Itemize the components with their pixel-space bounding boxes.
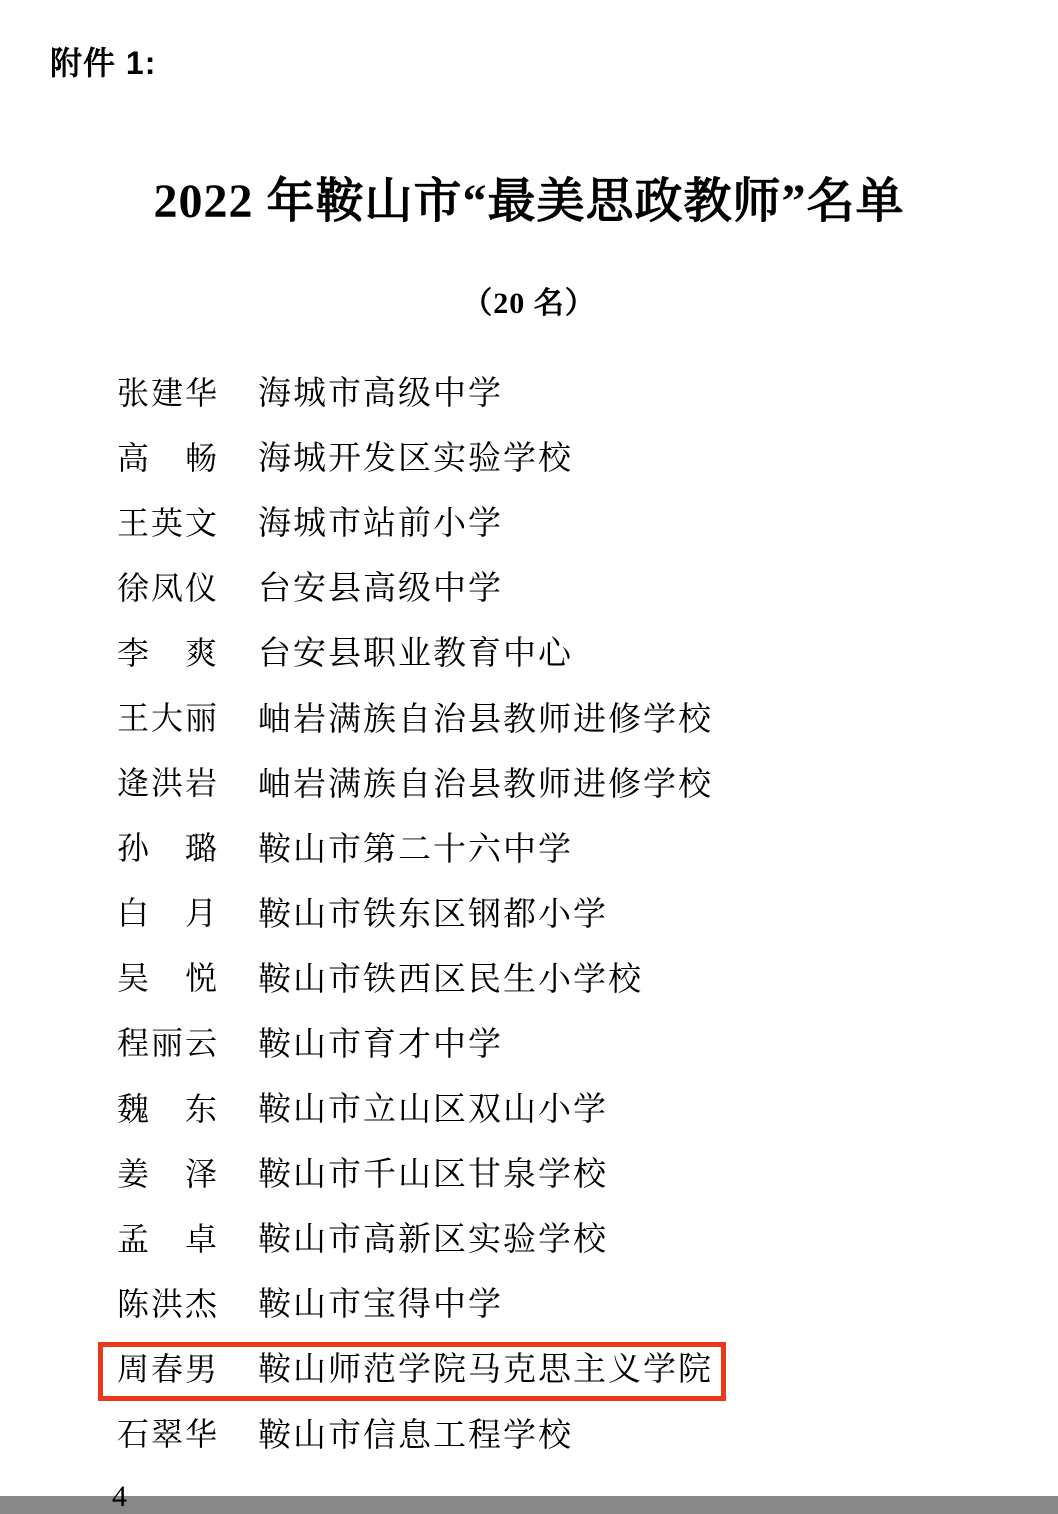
list-item xyxy=(0,1334,1058,1399)
teacher-name: 孟卓 xyxy=(117,1220,217,1257)
school-name: 鞍山市铁东区钢都小学 xyxy=(258,896,608,933)
teacher-name: 徐凤仪 xyxy=(117,569,217,606)
teacher-name: 魏东 xyxy=(117,1090,217,1127)
teacher-name: 孙璐 xyxy=(117,830,217,867)
teacher-name: 周春男 xyxy=(117,1350,217,1387)
school-name: 鞍山市立山区双山小学 xyxy=(258,1092,608,1129)
school-name: 海城市站前小学 xyxy=(258,506,503,543)
teacher-name: 吴悦 xyxy=(117,960,217,997)
teacher-name: 程丽云 xyxy=(117,1025,217,1062)
list-item xyxy=(0,1074,1058,1139)
teacher-name: 石翠华 xyxy=(117,1416,217,1453)
list-item xyxy=(0,488,1058,553)
school-name: 海城开发区实验学校 xyxy=(258,441,573,478)
teacher-name: 王大丽 xyxy=(117,700,217,737)
school-name: 台安县高级中学 xyxy=(258,571,503,608)
school-name: 台安县职业教育中心 xyxy=(258,636,573,673)
list-item xyxy=(0,423,1058,488)
school-name: 鞍山师范学院马克思主义学院 xyxy=(258,1352,713,1389)
school-name: 鞍山市高新区实验学校 xyxy=(258,1222,608,1259)
teacher-name: 张建华 xyxy=(117,374,217,411)
school-name: 鞍山市千山区甘泉学校 xyxy=(258,1157,608,1194)
school-name: 鞍山市信息工程学校 xyxy=(258,1417,573,1454)
school-name: 海城市高级中学 xyxy=(258,376,503,413)
list-item xyxy=(0,879,1058,944)
list-item xyxy=(0,749,1058,814)
teacher-name: 逄洪岩 xyxy=(117,765,217,802)
list-item xyxy=(0,618,1058,683)
list-item xyxy=(0,1139,1058,1204)
teacher-name: 高畅 xyxy=(117,439,217,476)
list-item xyxy=(0,814,1058,879)
teacher-name: 王英文 xyxy=(117,504,217,541)
list-item xyxy=(0,1204,1058,1269)
list-item xyxy=(0,358,1058,423)
list-item xyxy=(0,683,1058,748)
school-name: 鞍山市育才中学 xyxy=(258,1026,503,1063)
school-name: 鞍山市第二十六中学 xyxy=(258,831,573,868)
roster xyxy=(0,358,1058,1465)
teacher-name: 白月 xyxy=(117,895,217,932)
teacher-name: 姜泽 xyxy=(117,1155,217,1192)
school-name: 岫岩满族自治县教师进修学校 xyxy=(258,766,713,803)
page-title: 2022 年鞍山市“最美思政教师”名单 xyxy=(153,175,905,228)
list-item xyxy=(0,1400,1058,1465)
school-name: 鞍山市铁西区民生小学校 xyxy=(258,961,643,998)
school-name: 鞍山市宝得中学 xyxy=(258,1287,503,1324)
attachment-label: 附件 1: xyxy=(50,45,157,81)
teacher-name: 李爽 xyxy=(117,634,217,671)
teacher-name: 陈洪杰 xyxy=(117,1285,217,1322)
school-name: 岫岩满族自治县教师进修学校 xyxy=(258,701,713,738)
page-subtitle: （20 名） xyxy=(462,287,596,320)
list-item xyxy=(0,553,1058,618)
page-number: 4 xyxy=(112,1480,127,1513)
list-item xyxy=(0,1269,1058,1334)
list-item xyxy=(0,944,1058,1009)
list-item xyxy=(0,1009,1058,1074)
